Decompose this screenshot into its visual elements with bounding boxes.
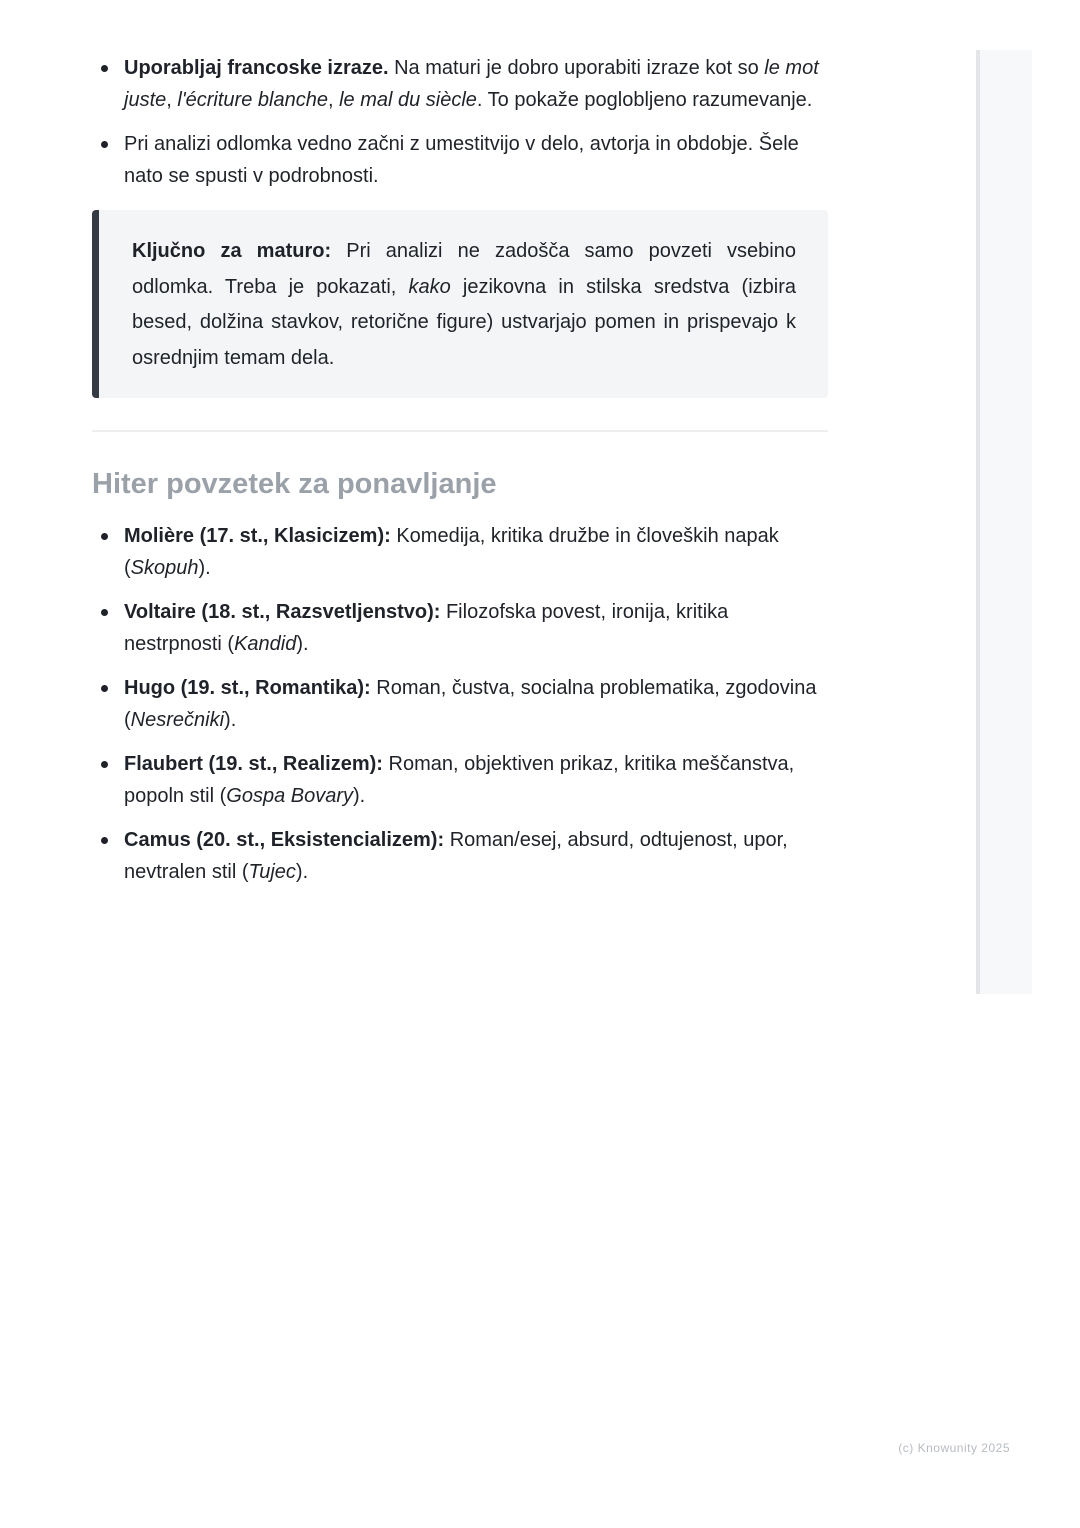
section-title: Hiter povzetek za ponavljanje — [92, 468, 497, 500]
list-item: Molière (17. st., Klasicizem): Komedija, kritika družbe in človeških napak (Skopuh). — [92, 520, 828, 584]
copyright-footer: (c) Knowunity 2025 — [898, 1441, 1010, 1455]
tips-list — [92, 52, 828, 192]
list-item: Camus (20. st., Eksistencializem): Roman/esej, absurd, odtujenost, upor, nevtralen stil (Tujec). — [92, 824, 828, 888]
list-item: Flaubert (19. st., Realizem): Roman, objektiven prikaz, kritika meščanstva, popoln stil (Gospa Bovary). — [92, 748, 828, 812]
list-item: Pri analizi odlomka vedno začni z umestitvijo v delo, avtorja in obdobje. Šele nato se spusti v podrobnosti. — [92, 128, 828, 192]
callout-label: Ključno za maturo: — [132, 240, 332, 262]
list-item: Voltaire (18. st., Razsvetljenstvo): Filozofska povest, ironija, kritika nestrpnosti (Kandid). — [92, 596, 828, 660]
tip-bold: Uporabljaj francoske izraze. — [124, 57, 389, 79]
side-panel — [976, 50, 1032, 994]
list-item: Uporabljaj francoske izraze. Na maturi je dobro uporabiti izraze kot so le mot juste, l'écriture blanche, le mal du siècle. To pokaže poglobljeno razumevanje. — [92, 52, 828, 116]
document-content — [92, 52, 828, 900]
section-divider — [92, 430, 828, 432]
list-item: Hugo (19. st., Romantika): Roman, čustva, socialna problematika, zgodovina (Nesrečniki). — [92, 672, 828, 736]
summary-list — [92, 520, 828, 888]
key-callout: Ključno za maturo: Pri analizi ne zadošča samo povzeti vsebino odlomka. Treba je pokazati, kako jezikovna in stilska sredstva (izbira besed, dolžina stavkov, retorične figure) ustvarjajo pomen in prispevajo k osrednjim temam dela. — [92, 210, 828, 398]
